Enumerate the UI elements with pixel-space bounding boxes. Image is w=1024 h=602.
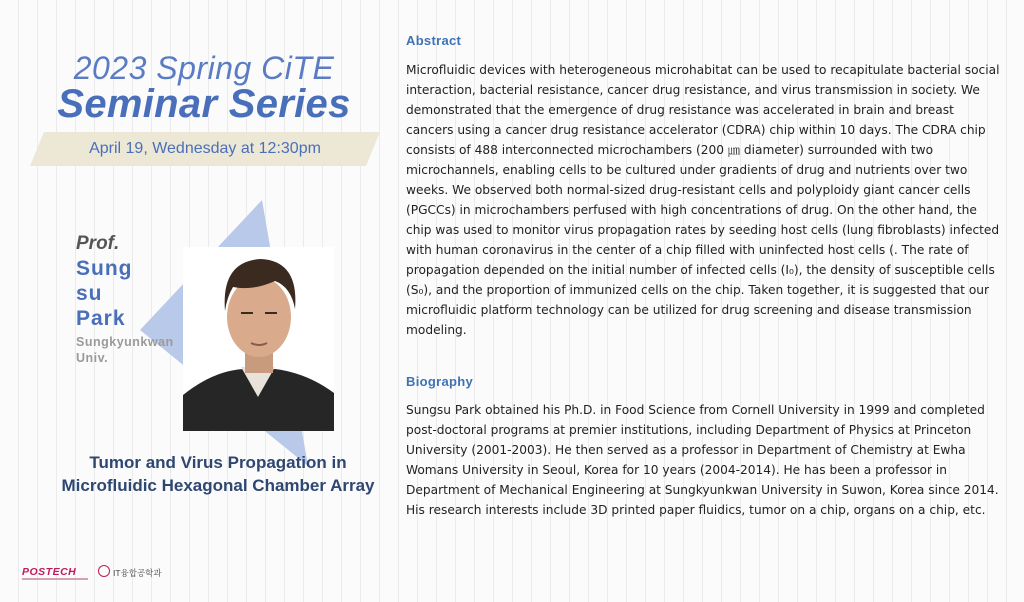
abstract-text: Microfluidic devices with heterogeneous microhabitat can be used to recapitulate bacterial social interaction, bacterial resistance, cancer drug resistance, and virus transmission in society. We demonstrated that the emergence of drug resistance was accelerated in brain and breast cancers using a cancer drug resistance accelerator (CDRA) chip within 10 days. The CDRA chip consists of 488 interconnected microchambers (200 ㎛ diameter) surrounded with two microchannels, enabling cells to be cultured under gradients of drug and nutrients over two weeks. We observed both normal-sized drug-resistant cells and polyploidy giant cancer cells (PGCCs) in microchambers perfused with high concentrations of drug. On the other hand, the chip was used to monitor virus propagation rates by seeding host cells (lung fibroblasts) infected with human coronavirus in the center of a chip filled with uninfected host cells (. The rate of propagation depended on the initial number of infected cells (I₀), the density of susceptible cells (S₀), and the proportion of immunized cells on the chip. Taken together, it is suggested that our microfluidic platform technology can be utilized for drug screening and disease transmission modeling. (406, 63, 1000, 337)
biography-text: Sungsu Park obtained his Ph.D. in Food Science from Cornell University in 1999 and completed post-doctoral programs at premier institutions, including Department of Physics at Princeton University (2001-2003). He then served as a professor in Department of Chemistry at Ewha Womans University in Seoul, Korea for 10 years (2004-2014). He has been a professor in Department of Mechanical Engineering at Sungkyunkwan University in Suwon, Korea since 2014. His research interests include 3D printed paper fluidics, tumor on a chip, organs on a chip, etc. (406, 403, 999, 517)
speaker-prefix: Prof. (76, 233, 120, 254)
postech-logo: POSTECH (22, 566, 77, 578)
abstract-heading: Abstract (406, 33, 462, 48)
speaker-name: Sung su Park (76, 257, 133, 330)
cite-logo-icon (98, 565, 110, 577)
speaker-photo (183, 247, 334, 431)
event-date: April 19, Wednesday at 12:30pm (89, 140, 321, 157)
series-year-title: 2023 Spring CiTE (73, 50, 335, 86)
poster-left-panel (0, 0, 400, 602)
biography-heading: Biography (406, 374, 473, 389)
cite-logo-text: IT융합공학과 (113, 568, 162, 578)
talk-title: Tumor and Virus Propagation in Microfluidic Hexagonal Chamber Array (61, 453, 375, 495)
speaker-affiliation: Sungkyunkwan Univ. (76, 335, 174, 365)
series-title: Seminar Series (57, 82, 351, 126)
postech-logo-underline (22, 578, 88, 580)
